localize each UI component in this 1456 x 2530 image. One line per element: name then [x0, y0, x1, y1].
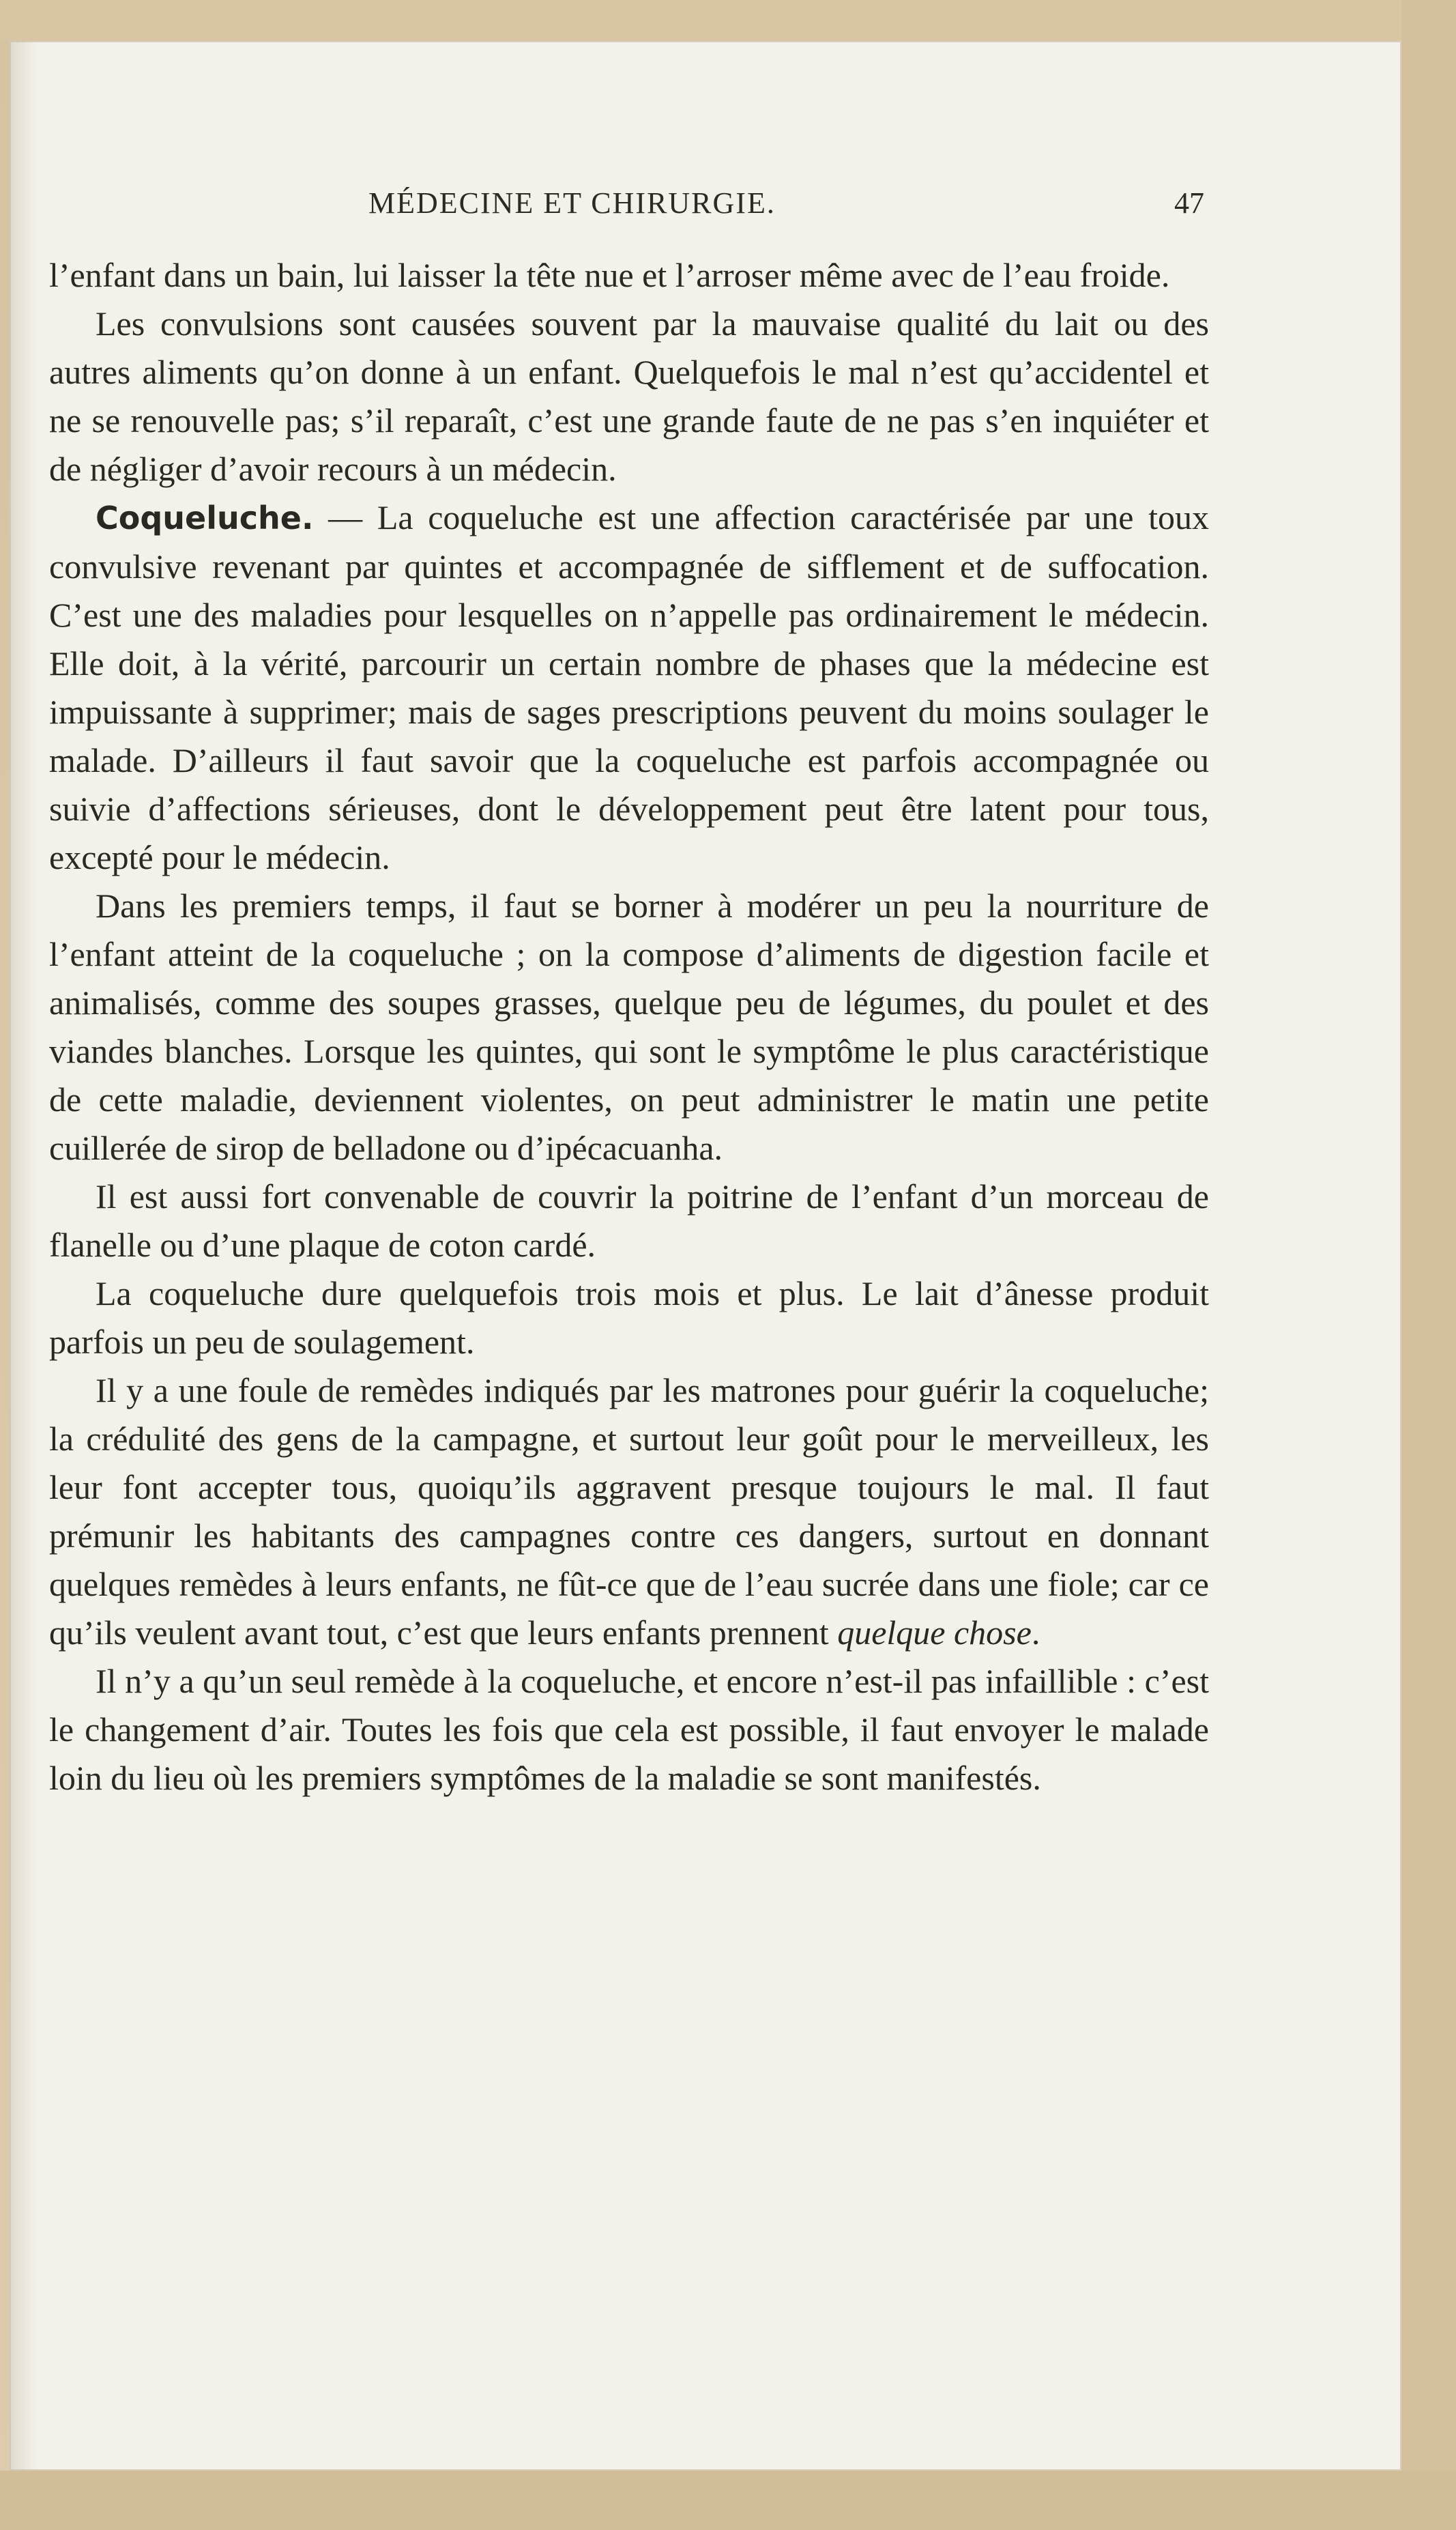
scan-bottom-edge — [0, 2471, 1456, 2530]
paragraph-5 — [49, 1173, 1209, 1269]
paragraph-1 — [49, 251, 1209, 300]
paragraph-text: Il n’y a qu’un seul remède à la coqueluche, et encore n’est-il pas infaillible : c’est le changement d’air. Toutes les fois que cela est possible, il faut envoyer le malade loin du lieu où les premiers symptômes de la maladie se sont manifestés. — [49, 1662, 1209, 1797]
paragraph-text: Dans les premiers temps, il faut se borner à modérer un peu la nourriture de l’enfant atteint de la coqueluche ; on la compose d’aliments de digestion facile et animalisés, comme des soupes grasses, quelque peu de légumes, du poulet et des viandes blanches. Lorsque les quintes, qui sont le symptôme le plus caractéristique de cette maladie, deviennent violentes, on peut administrer le matin une petite cuillerée de sirop de belladone ou d’ipécacuanha. — [49, 887, 1209, 1167]
page-gutter-shadow — [10, 41, 37, 2471]
paragraph-text: — La coqueluche est une affection caractérisée par une toux convulsive revenant par quintes et accompagnée de sifflement et de suffocation. C’est une des maladies pour lesquelles on n’appelle pas ordinairement le médecin. Elle doit, à la vérité, parcourir un certain nombre de phases que la médecine est impuissante à supprimer; mais de sages prescriptions peuvent du moins soulager le malade. D’ailleurs il faut savoir que la coqueluche est parfois accompagnée ou suivie d’affections sérieuses, dont le développement peut être latent pour tous, excepté pour le médecin. — [49, 498, 1209, 876]
paragraph-2 — [49, 300, 1209, 493]
paragraph-tail: . — [1031, 1613, 1040, 1652]
paragraph-text: La coqueluche dure quelquefois trois mois et plus. Le lait d’ânesse produit parfois un peu de soulagement. — [49, 1274, 1209, 1361]
scan-top-edge — [0, 0, 1456, 41]
paragraph-text: Il y a une foule de remèdes indiqués par les matrones pour guérir la coqueluche; la crédulité des gens de la campagne, et surtout leur goût pour le merveilleux, les leur font accepter tous, quoiqu’ils aggravent presque toujours le mal. Il faut prémunir les habitants des campagnes contre ces dangers, surtout en donnant quelques remèdes à leurs enfants, ne fût-ce que de l’eau sucrée dans une fiole; car ce qu’ils veulent avant tout, c’est que leurs enfants prennent — [49, 1371, 1209, 1652]
section-heading-coqueluche: Coqueluche. — [96, 500, 314, 536]
paragraph-8 — [49, 1657, 1209, 1802]
body-text — [49, 251, 1209, 1802]
paragraph-text: Les convulsions sont causées souvent par la mauvaise qualité du lait ou des autres aliments qu’on donne à un enfant. Quelquefois le mal n’est qu’accidentel et ne se renouvelle pas; s’il reparaît, c’est une grande faute de ne pas s’en inquiéter et de négliger d’avoir recours à un médecin. — [49, 304, 1209, 488]
paragraph-4 — [49, 882, 1209, 1173]
paragraph-3 — [49, 493, 1209, 882]
paragraph-6 — [49, 1269, 1209, 1366]
paragraph-text: Il est aussi fort convenable de couvrir la poitrine de l’enfant d’un morceau de flanelle ou d’une plaque de coton cardé. — [49, 1177, 1209, 1264]
running-head-title: MÉDECINE ET CHIRURGIE. — [368, 186, 776, 220]
paragraph-text: l’enfant dans un bain, lui laisser la tête nue et l’arroser même avec de l’eau froide. — [49, 256, 1170, 294]
scan-right-edge — [1401, 0, 1456, 2530]
emphasis-text: quelque chose — [837, 1613, 1032, 1652]
page-number: 47 — [1174, 186, 1204, 220]
running-head — [368, 186, 1204, 227]
paragraph-7 — [49, 1366, 1209, 1657]
